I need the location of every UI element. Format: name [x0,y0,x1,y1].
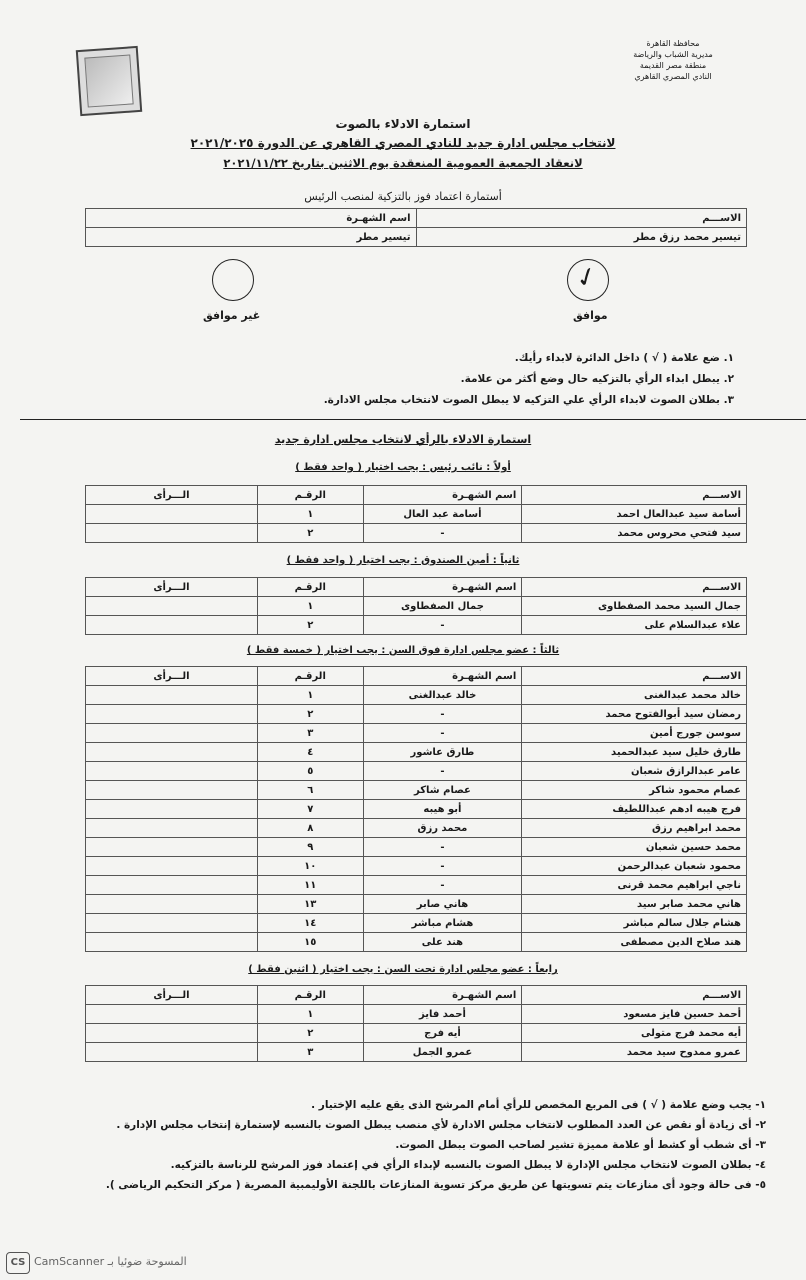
candidate-name: عمرو ممدوح سيد محمد [522,1043,747,1062]
candidate-fame: هاني صابر [363,895,522,914]
candidate-name: هشام جلال سالم مباشر [522,914,747,933]
candidate-fame: جمال الصفطاوى [363,597,522,616]
vote-box[interactable] [86,819,258,838]
candidate-number: ٣ [257,724,363,743]
section-title-treasurer: ثانياً : أمين الصندوق : يجب اختيار ( واحد فقط ) [286,555,520,566]
candidate-number: ١٣ [257,895,363,914]
candidate-number: ١١ [257,876,363,895]
table-row [86,914,747,933]
table-row [86,505,747,524]
form-title: استمارة الادلاء بالصوت [335,117,471,131]
candidate-fame: طارق عاشور [363,743,522,762]
candidate-name: علاء عبدالسلام على [522,616,747,635]
candidate-fame: عصام شاكر [363,781,522,800]
num-header: الرقـم [257,486,363,505]
table-row [86,743,747,762]
disagree-circle[interactable] [212,259,254,301]
candidate-fame: - [363,857,522,876]
candidate-number: ١ [257,686,363,705]
president-fame-header: اسم الشهـرة [86,209,417,228]
org-line: محافظة القاهرة [646,39,700,48]
candidate-number: ١٤ [257,914,363,933]
rule-item: ٢- أى زيادة أو نقص عن العدد المطلوب لانتخاب مجلس الادارة لأي منصب يبطل الصوت بالنسبه لإستمارة إنتخاب مجلس الإدارة . [116,1119,766,1131]
president-name: تيسير محمد رزق مطر [416,228,747,247]
table-row [86,819,747,838]
candidate-number: ٢ [257,1024,363,1043]
candidate-fame: محمد رزق [363,819,522,838]
candidate-fame: أسامة عبد العال [363,505,522,524]
candidate-fame: أحمد فايز [363,1005,522,1024]
name-header: الاســـم [522,986,747,1005]
section-title-senior: ثالثاً : عضو مجلس ادارة فوق السن : يجب اختيار ( خمسة فقط ) [246,645,560,656]
board-rules [26,1095,766,1195]
candidate-fame: أيه فرج [363,1024,522,1043]
treasurer-table [85,577,747,635]
section-title-vice: أولاً : نائب رئيس : يجب اختيار ( واحد فقط ) [295,462,511,473]
table-row [86,1043,747,1062]
table-header-row [86,986,747,1005]
candidate-name: سوسن جورج أمين [522,724,747,743]
candidate-number: ٧ [257,800,363,819]
candidate-number: ٢ [257,705,363,724]
candidate-name: أسامة سيد عبدالعال احمد [522,505,747,524]
vote-header: الـــرأى [86,578,258,597]
num-header: الرقـم [257,986,363,1005]
table-row [86,800,747,819]
name-header: الاســـم [522,486,747,505]
table-header-row [86,667,747,686]
vice-president-table [85,485,747,543]
table-row [86,1024,747,1043]
name-header: الاســـم [522,667,747,686]
candidate-name: ناجي ابراهيم محمد قرنى [522,876,747,895]
candidate-name: رمضان سيد أبوالفتوح محمد [522,705,747,724]
table-header-row [86,578,747,597]
candidate-name: طارق خليل سيد عبدالحميد [522,743,747,762]
rule-item: ٥- فى حالة وجود أى منازعات يتم تسويتها عن طريق مركز تسوية المنازعات باللجنة الأوليمبية المصرية ( مركز التحكيم الرياضى ). [105,1179,766,1191]
candidate-number: ١ [257,1005,363,1024]
table-row [86,933,747,952]
candidate-fame: هشام مباشر [363,914,522,933]
president-name-header: الاســـم [416,209,747,228]
candidate-name: محمود شعبان عبدالرحمن [522,857,747,876]
vote-box[interactable] [86,1005,258,1024]
president-note-3: ٣. بطلان الصوت لابداء الرأي علي التزكيه لا يبطل الصوت لانتخاب مجلس الادارة. [323,394,734,406]
candidate-number: ٩ [257,838,363,857]
president-note-1: ١. ضع علامة ( √ ) داخل الدائرة لابداء رأيك. [514,352,734,364]
name-header: الاســـم [522,578,747,597]
fame-header: اسم الشهـرة [363,667,522,686]
table-row [86,1005,747,1024]
candidate-name: فرج هيبه ادهم عبداللطيف [522,800,747,819]
table-row [86,616,747,635]
org-header [618,38,728,82]
vote-box[interactable] [86,838,258,857]
candidate-name: عامر عبدالرازق شعبان [522,762,747,781]
candidate-fame: هند على [363,933,522,952]
candidate-number: ٢ [257,524,363,543]
vote-box[interactable] [86,876,258,895]
candidate-fame: - [363,724,522,743]
org-line: منطقة مصر القديمة [639,61,707,70]
candidate-fame: خالد عبدالغنى [363,686,522,705]
vote-box[interactable] [86,762,258,781]
section-title-junior: رابعاً : عضو مجلس ادارة تحت السن : يجب اختيار ( اثنين فقط ) [248,964,558,975]
candidate-number: ٦ [257,781,363,800]
agree-circle[interactable] [567,259,609,301]
vote-box[interactable] [86,724,258,743]
candidate-name: خالد محمد عبدالغنى [522,686,747,705]
check-mark-icon: ✓ [571,260,603,296]
candidate-number: ١ [257,505,363,524]
vote-box[interactable] [86,705,258,724]
table-row [86,876,747,895]
candidate-fame: - [363,616,522,635]
candidate-number: ١٠ [257,857,363,876]
candidate-name: جمال السيد محمد الصفطاوى [522,597,747,616]
board-form-title: استمارة الادلاء بالرأي لانتخاب مجلس ادارة جديد [274,433,532,446]
vote-box[interactable] [86,895,258,914]
candidate-name: عصام محمود شاكر [522,781,747,800]
candidate-number: ٨ [257,819,363,838]
candidate-name: سيد فتحي محروس محمد [522,524,747,543]
candidate-number: ٣ [257,1043,363,1062]
candidate-number: ٥ [257,762,363,781]
candidate-name: محمد ابراهيم رزق [522,819,747,838]
president-note-2: ٢. يبطل ابداء الرأي بالتزكيه حال وضع أكثر من علامة. [460,373,734,385]
vote-box[interactable] [86,857,258,876]
agree-label: موافق [573,309,608,322]
candidate-number: ٤ [257,743,363,762]
table-row [86,781,747,800]
table-row [86,762,747,781]
candidate-name: هند صلاح الدين مصطفى [522,933,747,952]
rule-item: ٤- بطلان الصوت لانتخاب مجلس الإدارة لا يبطل الصوت بالنسبه لإبداء الرأي في إعتماد فوز المرشح للرناسة بالتزكيه. [170,1159,766,1171]
section-divider [20,419,806,420]
org-line: النادي المصري القاهري [634,72,712,81]
table-row [86,724,747,743]
president-fame: تيسير مطر [86,228,417,247]
vote-box[interactable] [86,616,258,635]
rule-item: ١- يجب وضع علامة ( √ ) فى المربع المخصص للرأي أمام المرشح الذى يقع عليه الإختيار . [311,1099,766,1111]
candidate-name: أحمد حسين فايز مسعود [522,1005,747,1024]
vote-box[interactable] [86,505,258,524]
fame-header: اسم الشهـرة [363,486,522,505]
club-logo [76,46,142,116]
fame-header: اسم الشهـرة [363,986,522,1005]
president-form-title: أستمارة اعتماد فوز بالتزكية لمنصب الرئيس [304,190,502,203]
org-line: مديرية الشباب والرياضة [633,50,713,59]
vote-box[interactable] [86,1043,258,1062]
vote-box[interactable] [86,1024,258,1043]
scanner-watermark: المسوحة ضوئيا بـ CamScanner [34,1255,187,1268]
candidate-number: ١ [257,597,363,616]
vote-header: الـــرأى [86,986,258,1005]
candidate-fame: - [363,838,522,857]
table-header-row [86,486,747,505]
vote-header: الـــرأى [86,667,258,686]
candidate-number: ١٥ [257,933,363,952]
table-row [86,895,747,914]
num-header: الرقـم [257,667,363,686]
candidate-name: محمد حسين شعبان [522,838,747,857]
fame-header: اسم الشهـرة [363,578,522,597]
table-row [86,838,747,857]
senior-members-table [85,666,747,952]
table-row [86,686,747,705]
candidate-name: أيه محمد فرج متولى [522,1024,747,1043]
candidate-fame: أبو هيبه [363,800,522,819]
president-table [85,208,747,247]
vote-box[interactable] [86,800,258,819]
vote-box[interactable] [86,914,258,933]
candidate-fame: - [363,524,522,543]
vote-box[interactable] [86,743,258,762]
candidate-fame: عمرو الجمل [363,1043,522,1062]
num-header: الرقـم [257,578,363,597]
vote-box[interactable] [86,933,258,952]
vote-box[interactable] [86,781,258,800]
candidate-fame: - [363,762,522,781]
table-row [86,705,747,724]
disagree-label: غير موافق [203,309,261,322]
candidate-fame: - [363,876,522,895]
candidate-number: ٢ [257,616,363,635]
table-row [86,524,747,543]
table-row [86,597,747,616]
junior-members-table [85,985,747,1062]
vote-box[interactable] [86,597,258,616]
rule-item: ٣- أى شطب أو كشط أو علامة مميزة تشير لصاحب الصوت يبطل الصوت. [395,1139,766,1151]
candidate-name: هاني محمد صابر سيد [522,895,747,914]
vote-box[interactable] [86,524,258,543]
form-subtitle-2: لانعقاد الجمعية العمومية المنعقدة يوم الاثنين بتاريخ ٢٠٢١/١١/٢٢ [223,156,583,170]
vote-box[interactable] [86,686,258,705]
candidate-fame: - [363,705,522,724]
form-subtitle: لانتخاب مجلس ادارة جديد للنادي المصري القاهري عن الدورة ٢٠٢١/٢٠٢٥ [190,136,616,150]
table-row [86,857,747,876]
camscanner-logo-icon: CS [6,1252,30,1274]
vote-header: الـــرأى [86,486,258,505]
